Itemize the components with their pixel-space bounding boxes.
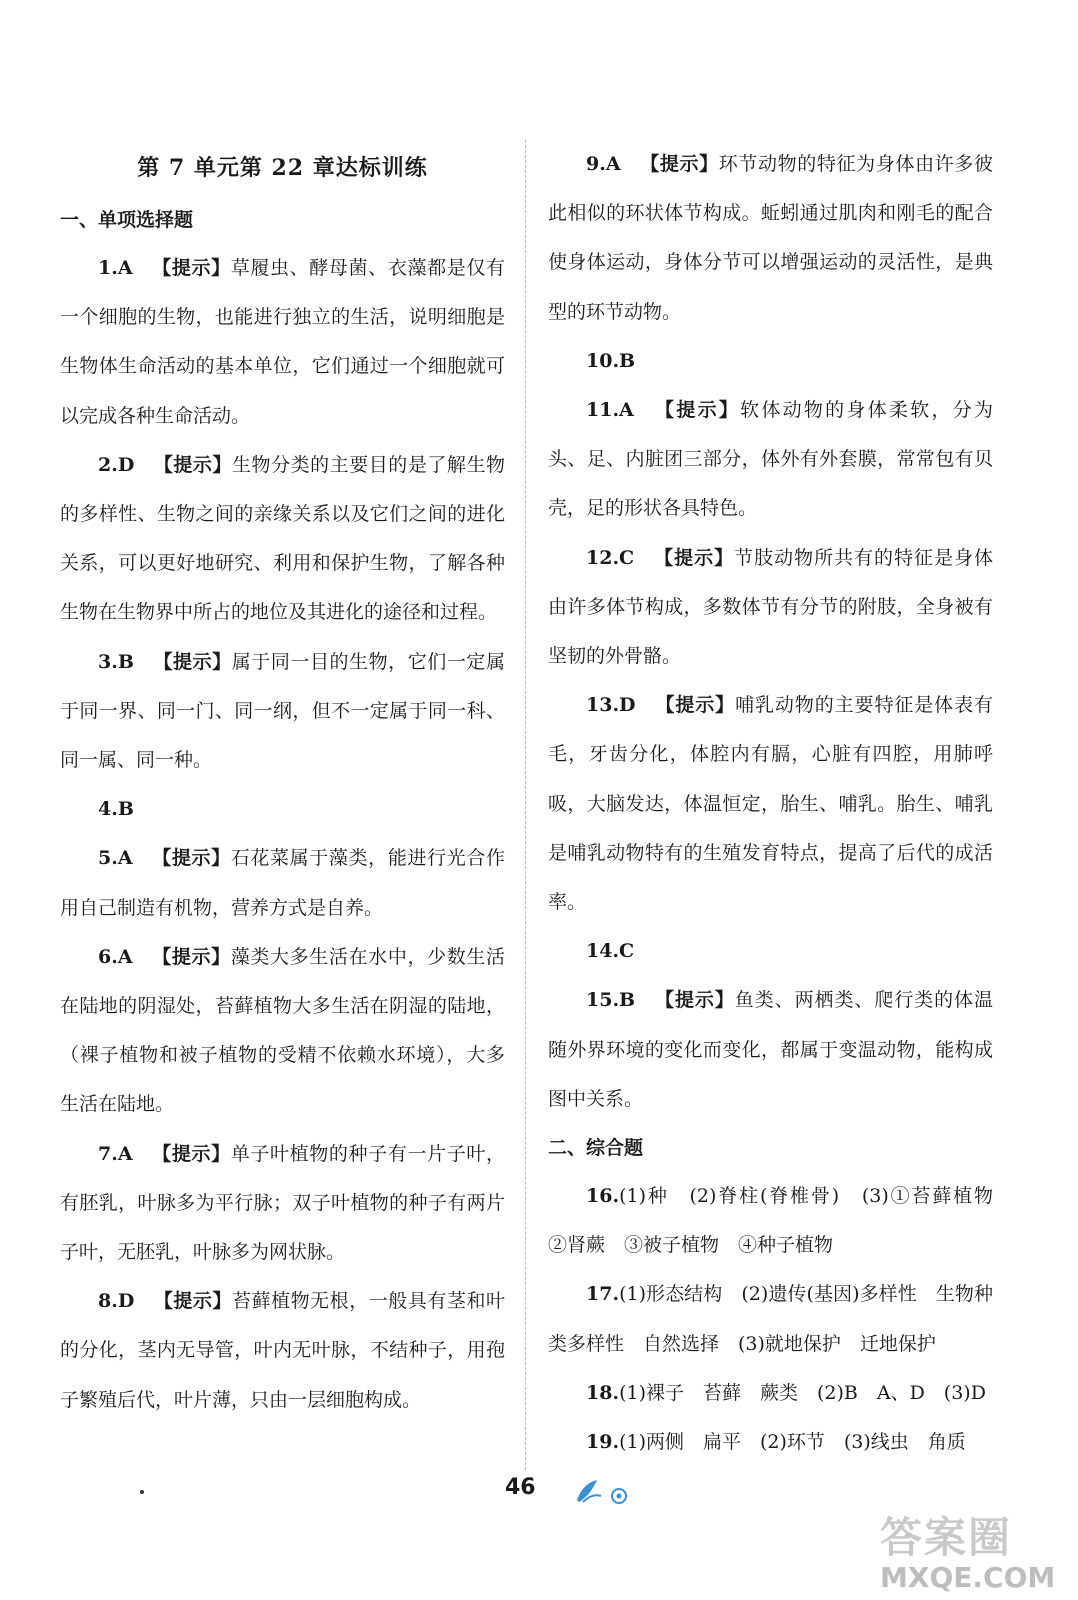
hint-tag: 【提示】 — [153, 453, 232, 476]
answer-text: 属于同一目的生物，它们一定属于同一界、同一门、同一纲，但不一定属于同一科、同一属、同一种。 — [60, 650, 505, 772]
answer-number: 14.C — [586, 940, 635, 963]
answer-text: (1)种 (2)脊柱(脊椎骨) (3)①苔藓植物 ②肾蕨 ③被子植物 ④种子植物 — [548, 1185, 1013, 1257]
section-heading-choice: 一、单项选择题 — [60, 209, 194, 231]
answer-number: 13.D — [586, 694, 636, 717]
answer-text: (1)形态结构 (2)遗传(基因)多样性 生物种类多样性 自然选择 (3)就地保护 迁地保护 — [548, 1283, 993, 1355]
answer-list-left — [60, 244, 505, 1425]
answer-item — [548, 681, 993, 927]
hint-tag: 【提示】 — [152, 650, 232, 673]
answer-number: 10.B — [586, 349, 636, 372]
hint-tag: 【提示】 — [652, 399, 741, 422]
column-divider — [525, 140, 526, 1470]
leaf-swirl-icon — [573, 1474, 633, 1506]
right-column — [548, 140, 1013, 1467]
answer-number: 17. — [586, 1283, 620, 1306]
answer-item — [548, 927, 993, 976]
answer-text: 生物分类的主要目的是了解生物的多样性、生物之间的亲缘关系以及它们之间的进化关系，可以更好地研究、利用和保护生物，了解各种生物在生物界中所占的地位及其进化的途径和过程。 — [60, 453, 505, 624]
answer-number: 18. — [586, 1381, 620, 1404]
answer-item — [548, 1270, 993, 1368]
answer-text: 鱼类、两栖类、爬行类的体温随外界环境的变化而变化，都属于变温动物，能构成图中关系。 — [548, 989, 993, 1110]
answer-item — [548, 386, 993, 534]
answer-number: 5.A — [98, 847, 133, 870]
answer-number: 1.A — [98, 257, 133, 279]
answer-number: 11.A — [586, 399, 634, 422]
answer-text: 苔藓植物无根，一般具有茎和叶的分化，茎内无导管，叶内无叶脉，不结种子，用孢子繁殖后代，叶片薄，只由一层细胞构成。 — [60, 1290, 505, 1411]
answer-item — [60, 834, 505, 932]
answer-item — [60, 1277, 505, 1425]
answer-number: 2.D — [98, 453, 135, 476]
answer-list-comprehensive — [548, 1172, 1013, 1467]
watermark — [880, 1505, 1070, 1595]
answer-number: 6.A — [98, 945, 133, 968]
answer-number: 12.C — [586, 546, 635, 569]
answer-item — [60, 1130, 505, 1278]
answer-item — [548, 976, 993, 1124]
answer-number: 15.B — [586, 989, 636, 1012]
answer-item — [548, 1172, 1013, 1270]
hint-tag: 【提示】 — [151, 257, 231, 279]
answer-item — [60, 441, 505, 638]
hint-tag: 【提示】 — [153, 1290, 232, 1313]
hint-tag: 【提示】 — [151, 1142, 231, 1165]
answer-number: 7.A — [98, 1142, 133, 1165]
watermark-text: 答案圈 — [880, 1513, 1013, 1562]
answer-item — [60, 244, 505, 441]
answer-item — [60, 638, 505, 786]
answer-item — [548, 1418, 993, 1467]
hint-tag: 【提示】 — [653, 546, 735, 569]
left-column — [60, 140, 505, 1425]
answer-text: 藻类大多生活在水中，少数生活在陆地的阴湿处，苔藓植物大多生活在阴湿的陆地，（裸子植物和被子植物的受精不依赖水环境），大多生活在陆地。 — [60, 945, 505, 1116]
hint-tag: 【提示】 — [639, 153, 719, 175]
answer-text: (1)裸子 苔藓 蕨类 (2)B A、D (3)D — [619, 1381, 986, 1404]
answer-text: 环节动物的特征为身体由许多彼此相似的环状体节构成。蚯蚓通过肌肉和刚毛的配合使身体运动，身体分节可以增强运动的灵活性，是典型的环节动物。 — [548, 153, 993, 323]
decorative-dot — [140, 1490, 144, 1494]
answer-item — [548, 1369, 993, 1418]
answer-number: 19. — [586, 1431, 620, 1454]
answer-text: 节肢动物所共有的特征是身体由许多体节构成，多数体节有分节的附肢，全身被有坚韧的外骨骼。 — [548, 546, 993, 668]
answer-item — [548, 140, 993, 337]
section-heading-comprehensive: 二、综合题 — [548, 1137, 644, 1160]
page-number: 46 — [505, 1475, 536, 1500]
answer-number: 16. — [586, 1185, 620, 1208]
answer-item — [548, 337, 993, 386]
answer-number: 8.D — [98, 1290, 135, 1313]
hint-tag: 【提示】 — [654, 694, 736, 717]
answer-number: 9.A — [586, 153, 621, 175]
page-title: 第 7 单元第 22 章达标训练 — [137, 155, 428, 181]
answer-number: 4.B — [98, 798, 134, 821]
answer-text: 草履虫、酵母菌、衣藻都是仅有一个细胞的生物，也能进行独立的生活，说明细胞是生物体生命活动的基本单位，它们通过一个细胞就可以完成各种生命活动。 — [60, 257, 505, 427]
hint-tag: 【提示】 — [654, 989, 735, 1012]
answer-text: 哺乳动物的主要特征是体表有毛，牙齿分化，体腔内有膈，心脏有四腔，用肺呼吸，大脑发达，体温恒定，胎生、哺乳。胎生、哺乳是哺乳动物特有的生殖发育特点，提高了后代的成活率。 — [548, 694, 993, 914]
answer-item — [60, 785, 505, 834]
watermark-url: MXQE.COM — [880, 1561, 1056, 1594]
hint-tag: 【提示】 — [151, 945, 231, 968]
answer-number: 3.B — [98, 650, 134, 673]
answer-item — [548, 534, 993, 682]
answer-text: 石花菜属于藻类，能进行光合作用自己制造有机物，营养方式是自养。 — [60, 847, 505, 919]
answer-item — [60, 933, 505, 1130]
answer-list-right — [548, 140, 993, 1124]
answer-text: 单子叶植物的种子有一片子叶，有胚乳，叶脉多为平行脉；双子叶植物的种子有两片子叶，无胚乳，叶脉多为网状脉。 — [60, 1142, 505, 1264]
answer-text: (1)两侧 扁平 (2)环节 (3)线虫 角质 — [619, 1431, 966, 1454]
answer-text: 软体动物的身体柔软，分为头、足、内脏团三部分，体外有外套膜，常常包有贝壳，足的形状各具特色。 — [548, 399, 993, 520]
hint-tag: 【提示】 — [151, 847, 231, 870]
